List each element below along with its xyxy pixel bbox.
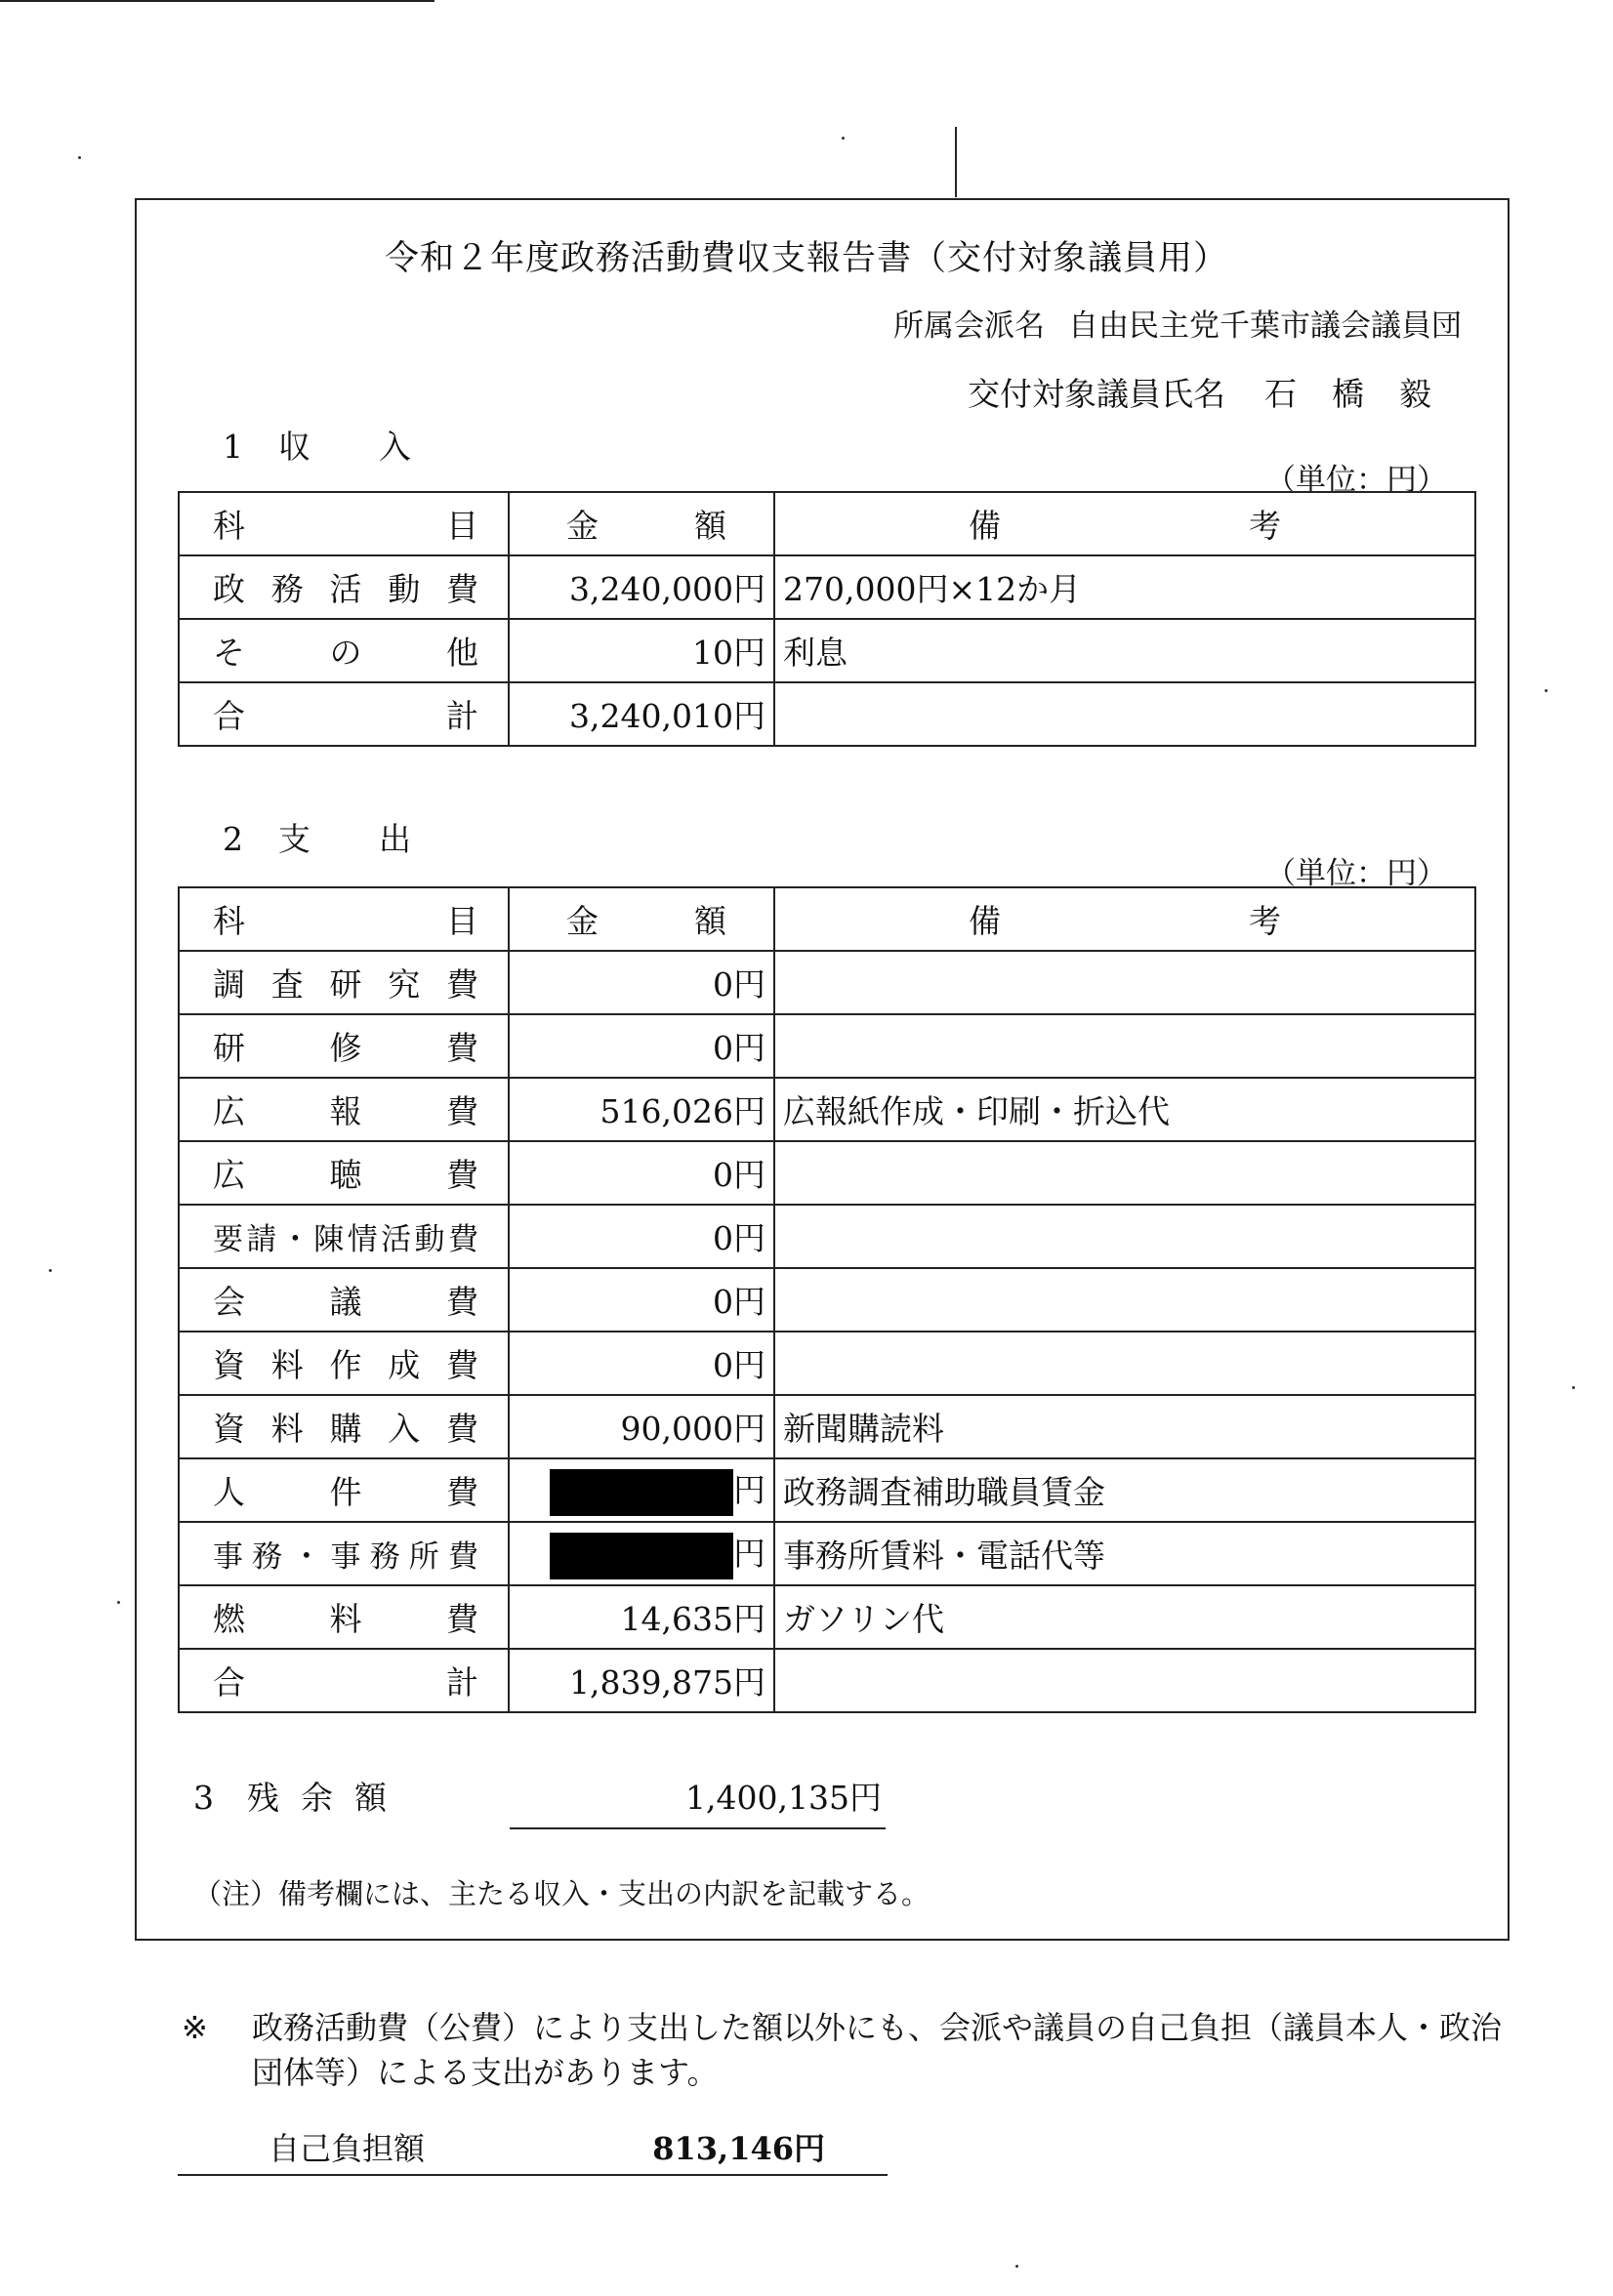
balance-label: 残余額 <box>247 1779 408 1817</box>
scan-speck <box>117 1601 120 1604</box>
scan-speck <box>78 156 81 159</box>
expense-item-cell: 燃 料 費 <box>179 1585 509 1649</box>
expense-amount: 516,026円 <box>600 1092 765 1130</box>
faction-line <box>893 301 1462 345</box>
faction-value: 自由民主党千葉市議会議員団 <box>1068 308 1462 344</box>
expense-row <box>179 1078 1475 1141</box>
income-amount: 10円 <box>692 634 765 672</box>
expense-row <box>179 1332 1475 1395</box>
balance-value: 1,400,135円 <box>685 1779 882 1817</box>
member-label: 交付対象議員氏名 <box>968 375 1225 413</box>
expense-body <box>179 951 1475 1712</box>
income-item-cell: 合 計 <box>179 682 509 746</box>
expense-amount: 0円 <box>713 1029 765 1067</box>
expense-row <box>179 1014 1475 1078</box>
expense-amount-cell <box>509 1205 774 1268</box>
scan-speck <box>49 1269 52 1272</box>
expense-amount: 90,000円 <box>620 1410 765 1448</box>
scan-fold-line <box>955 127 957 197</box>
faction-label: 所属会派名 <box>893 308 1045 344</box>
expense-row <box>179 1141 1475 1205</box>
balance-underline <box>510 1827 886 1829</box>
income-amount: 3,240,000円 <box>569 570 765 608</box>
income-heading <box>223 422 411 468</box>
expense-note-cell: ガソリン代 <box>774 1585 1475 1649</box>
income-heading-num: 1 <box>223 428 243 466</box>
scan-speck <box>1015 2265 1018 2268</box>
income-amount-cell <box>509 619 774 682</box>
self-burden-label: 自己負担額 <box>269 2130 426 2167</box>
income-item-cell: そ の 他 <box>179 619 509 682</box>
self-burden-value: 813,146円 <box>652 2130 825 2167</box>
expense-item-cell: 資 料 作 成 費 <box>179 1332 509 1395</box>
income-row <box>179 619 1475 682</box>
income-heading-a: 収 <box>278 428 310 466</box>
disclaimer-text: 政務活動費（公費）により支出した額以外にも、会派や議員の自己負担（議員本人・政治団体等）による支出があります。 <box>252 2009 1503 2091</box>
expense-note-cell <box>774 1649 1475 1712</box>
income-heading-b: 入 <box>379 428 411 466</box>
expense-row <box>179 1522 1475 1585</box>
redaction-bar <box>550 1469 733 1516</box>
income-amount-cell <box>509 555 774 619</box>
income-header-row <box>179 492 1475 555</box>
income-row <box>179 682 1475 746</box>
footnote: （注）備考欄には、主たる収入・支出の内訳を記載する。 <box>193 1877 931 1910</box>
income-note-cell: 270,000円×12か月 <box>774 555 1475 619</box>
expense-item-cell: 広 聴 費 <box>179 1141 509 1205</box>
income-unit: （単位：円） <box>1265 463 1447 498</box>
income-body <box>179 555 1475 746</box>
expense-row <box>179 951 1475 1014</box>
income-row <box>179 555 1475 619</box>
expense-item-cell: 要 請 ・ 陳 情 活 動 費 <box>179 1205 509 1268</box>
scan-speck <box>842 137 845 140</box>
income-header-amount: 金 額 <box>509 492 774 555</box>
expense-row <box>179 1205 1475 1268</box>
expense-note-cell <box>774 1014 1475 1078</box>
expense-amount: 0円 <box>713 1156 765 1194</box>
expense-item-cell: 研 修 費 <box>179 1014 509 1078</box>
redaction-bar <box>550 1533 733 1579</box>
expense-amount-cell <box>509 1585 774 1649</box>
expense-note-cell: 新聞購読料 <box>774 1395 1475 1458</box>
balance-num: 3 <box>193 1779 214 1817</box>
expense-amount-cell <box>509 1078 774 1141</box>
expense-item-cell: 人 件 費 <box>179 1458 509 1522</box>
expense-note-cell: 事務所賃料・電話代等 <box>774 1522 1475 1585</box>
expense-row <box>179 1268 1475 1332</box>
expense-item-cell: 調 査 研 究 費 <box>179 951 509 1014</box>
expense-heading-b: 出 <box>379 820 411 858</box>
expense-amount: 円 <box>733 1470 765 1509</box>
expense-unit: （単位：円） <box>1265 856 1447 891</box>
scan-edge-line <box>0 0 434 2</box>
member-value: 石橋毅 <box>1264 375 1467 413</box>
scan-speck <box>1572 1386 1575 1389</box>
expense-amount: 0円 <box>713 965 765 1004</box>
expense-note-cell <box>774 1141 1475 1205</box>
income-header-item: 科 目 <box>179 492 509 555</box>
expense-amount: 14,635円 <box>620 1600 765 1638</box>
expense-header-item: 科 目 <box>179 887 509 951</box>
income-note-cell <box>774 682 1475 746</box>
expense-note-cell <box>774 951 1475 1014</box>
balance-line <box>193 1773 882 1819</box>
expense-heading <box>223 814 411 860</box>
expense-header-row <box>179 887 1475 951</box>
expense-item-cell: 合 計 <box>179 1649 509 1712</box>
expense-row <box>179 1585 1475 1649</box>
expense-amount: 1,839,875円 <box>569 1663 765 1702</box>
expense-item-cell: 広 報 費 <box>179 1078 509 1141</box>
expense-header-amount: 金 額 <box>509 887 774 951</box>
expense-amount: 0円 <box>713 1283 765 1321</box>
reference-mark: ※ <box>182 2009 208 2046</box>
expense-amount-cell <box>509 1332 774 1395</box>
income-table <box>178 491 1476 747</box>
member-line <box>968 369 1467 415</box>
scan-speck <box>1545 689 1548 692</box>
page-title: 令和２年度政務活動費収支報告書（交付対象議員用） <box>384 239 1228 278</box>
expense-note-cell: 政務調査補助職員賃金 <box>774 1458 1475 1522</box>
expense-row <box>179 1395 1475 1458</box>
expense-amount: 0円 <box>713 1346 765 1384</box>
expense-note-cell: 広報紙作成・印刷・折込代 <box>774 1078 1475 1141</box>
expense-amount-cell <box>509 1458 774 1522</box>
expense-heading-a: 支 <box>278 820 310 858</box>
income-item-cell: 政 務 活 動 費 <box>179 555 509 619</box>
income-header-note: 備 考 <box>774 492 1475 555</box>
expense-amount: 0円 <box>713 1219 765 1257</box>
expense-amount-cell <box>509 1649 774 1712</box>
expense-note-cell <box>774 1205 1475 1268</box>
expense-heading-num: 2 <box>223 820 243 858</box>
expense-amount-cell <box>509 1395 774 1458</box>
income-amount: 3,240,010円 <box>569 697 765 735</box>
expense-item-cell: 資 料 購 入 費 <box>179 1395 509 1458</box>
expense-amount-cell <box>509 1268 774 1332</box>
expense-amount-cell <box>509 1014 774 1078</box>
expense-note-cell <box>774 1332 1475 1395</box>
expense-amount-cell <box>509 1141 774 1205</box>
expense-row <box>179 1649 1475 1712</box>
expense-note-cell <box>774 1268 1475 1332</box>
expense-amount-cell <box>509 951 774 1014</box>
self-burden-underline <box>178 2174 888 2176</box>
income-amount-cell <box>509 682 774 746</box>
income-note-cell: 利息 <box>774 619 1475 682</box>
expense-header-note: 備 考 <box>774 887 1475 951</box>
expense-item-cell: 会 議 費 <box>179 1268 509 1332</box>
expense-row <box>179 1458 1475 1522</box>
expense-amount: 円 <box>733 1534 765 1573</box>
expense-item-cell: 事 務 ・ 事 務 所 費 <box>179 1522 509 1585</box>
expense-amount-cell <box>509 1522 774 1585</box>
expense-table <box>178 886 1476 1713</box>
